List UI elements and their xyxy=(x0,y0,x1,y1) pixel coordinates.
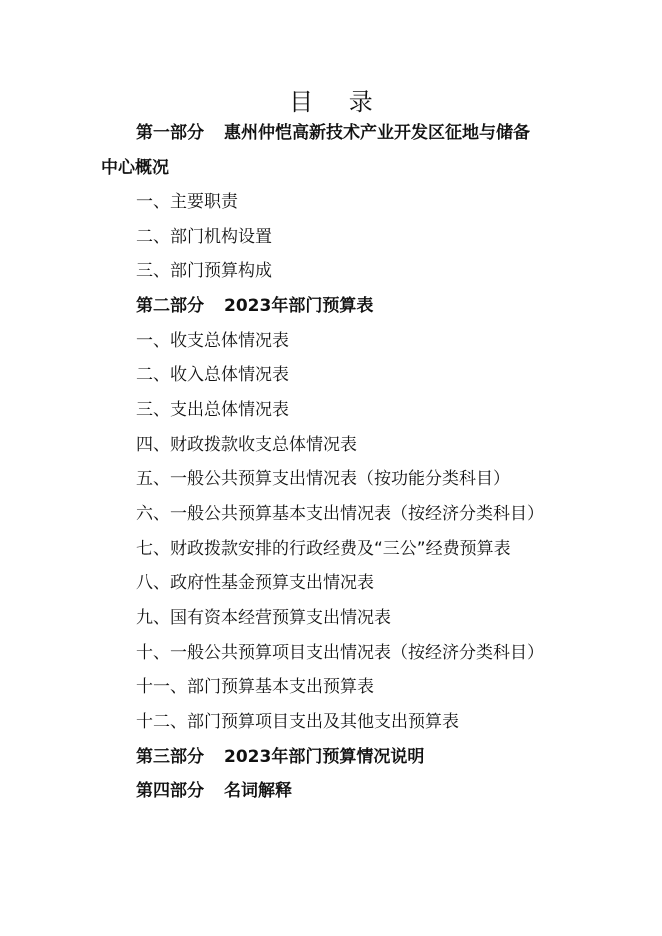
toc-item-part2-10[interactable]: 十、一般公共预算项目支出情况表（按经济分类科目） xyxy=(136,643,544,663)
toc-item-part2-3[interactable]: 三、支出总体情况表 xyxy=(136,400,289,420)
part2-name: 2023年部门预算表 xyxy=(224,296,374,316)
part1-name-continued[interactable]: 中心概况 xyxy=(101,158,169,178)
toc-item-part2-2[interactable]: 二、收入总体情况表 xyxy=(136,365,289,385)
toc-item-part2-11[interactable]: 十一、部门预算基本支出预算表 xyxy=(136,677,374,697)
part2-heading: 第二部分 xyxy=(136,296,204,316)
toc-item-part1-2[interactable]: 二、部门机构设置 xyxy=(136,227,272,247)
toc-item-part1-3[interactable]: 三、部门预算构成 xyxy=(136,261,272,281)
toc-item-part2-6[interactable]: 六、一般公共预算基本支出情况表（按经济分类科目） xyxy=(136,504,544,524)
toc-item-part2-12[interactable]: 十二、部门预算项目支出及其他支出预算表 xyxy=(136,712,459,732)
part4-name: 名词解释 xyxy=(224,781,292,801)
toc-item-part2-5[interactable]: 五、一般公共预算支出情况表（按功能分类科目） xyxy=(136,469,510,489)
toc-item-part2-4[interactable]: 四、财政拨款收支总体情况表 xyxy=(136,435,357,455)
toc-item-part2-7[interactable]: 七、财政拨款安排的行政经费及“三公”经费预算表 xyxy=(136,539,511,559)
part3-name: 2023年部门预算情况说明 xyxy=(224,747,425,767)
part1-name-line1: 惠州仲恺高新技术产业开发区征地与储备 xyxy=(224,123,530,143)
toc-item-part1-1[interactable]: 一、主要职责 xyxy=(136,192,238,212)
part2-heading-line[interactable] xyxy=(136,295,373,317)
part4-heading: 第四部分 xyxy=(136,781,204,801)
part1-heading-line[interactable] xyxy=(136,122,530,144)
part1-heading: 第一部分 xyxy=(136,123,204,143)
part4-heading-line[interactable] xyxy=(136,780,292,802)
part3-heading: 第三部分 xyxy=(136,747,204,767)
toc-item-part2-8[interactable]: 八、政府性基金预算支出情况表 xyxy=(136,573,374,593)
part3-heading-line[interactable] xyxy=(136,746,424,768)
toc-item-part2-1[interactable]: 一、收支总体情况表 xyxy=(136,331,289,351)
page-title: 目 录 xyxy=(289,88,387,116)
toc-item-part2-9[interactable]: 九、国有资本经营预算支出情况表 xyxy=(136,608,391,628)
